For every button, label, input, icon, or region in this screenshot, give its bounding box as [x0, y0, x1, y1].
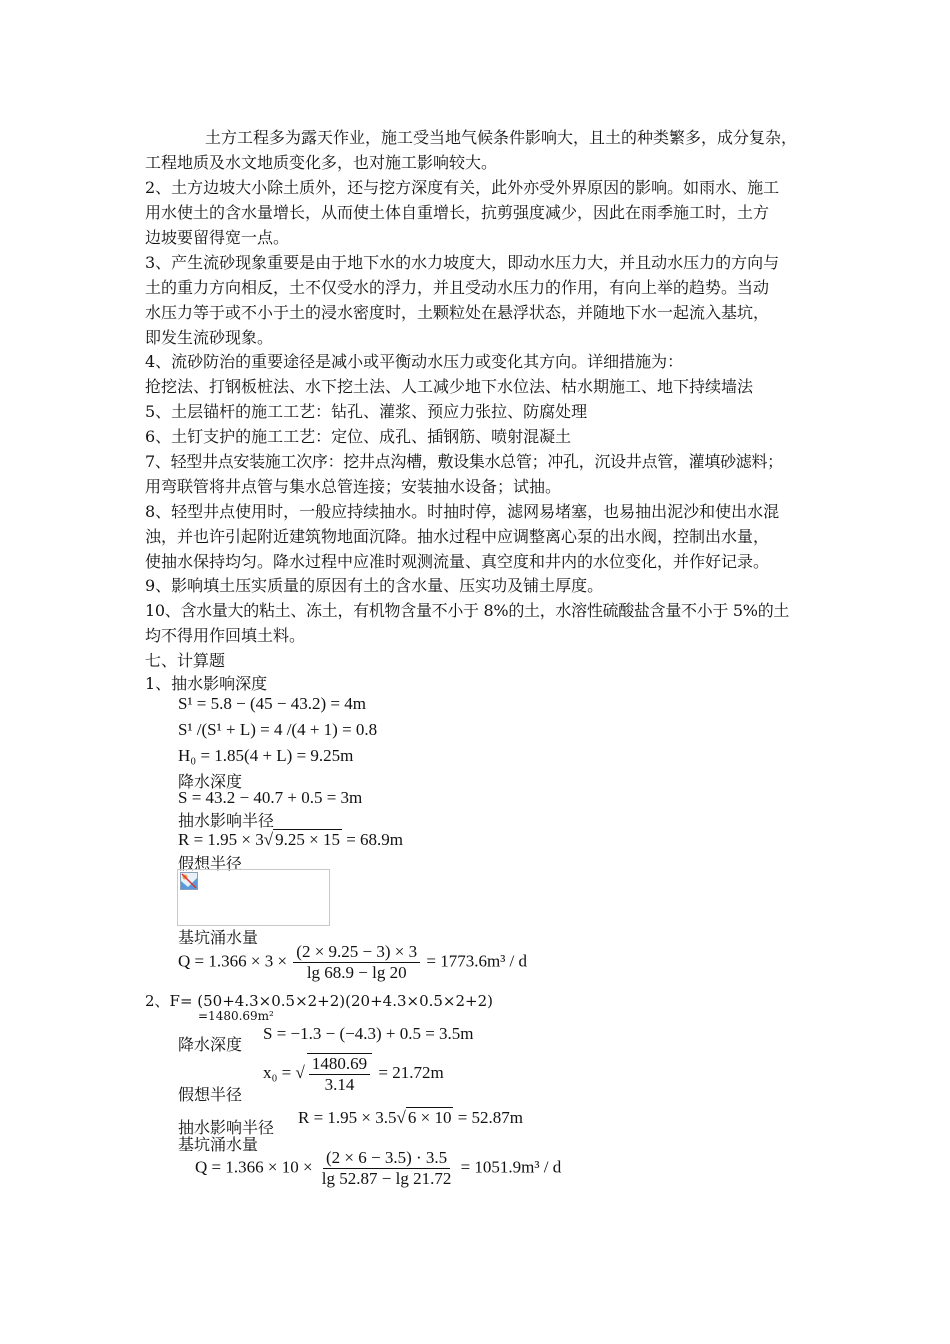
- paragraph-8-line1: 8、轻型井点使用时，一般应持续抽水。时抽时停，滤网易堵塞，也易抽出泥沙和使出水混: [145, 502, 780, 521]
- paragraph-4-line1: 4、流砂防治的重要途径是减小或平衡动水压力或变化其方向。详细措施为：: [145, 352, 684, 371]
- calc2-x0-fraction: [307, 1053, 372, 1095]
- calc2-equation-x0: [263, 1053, 444, 1095]
- sqrt-icon: √: [396, 1108, 406, 1127]
- broken-image-placeholder: [177, 869, 330, 926]
- paragraph-7-line2: 用弯联管将井点管与集水总管连接；安装抽水设备；试抽。: [145, 477, 562, 496]
- calc2-q-right: = 1051.9m³ / d: [460, 1157, 562, 1177]
- sqrt-icon: √: [295, 1062, 305, 1082]
- calc1-q-right: = 1773.6m³ / d: [426, 951, 528, 971]
- calc2-equation-s: S = −1.3 − (−4.3) + 0.5 = 3.5m: [263, 1024, 474, 1043]
- calc1-equation-s: S = 43.2 − 40.7 + 0.5 = 3m: [178, 788, 363, 807]
- calc2-label-depth: 降水深度: [178, 1035, 243, 1054]
- paragraph-intro-line2: 工程地质及水文地质变化多，也对施工影响较大。: [145, 153, 498, 172]
- calc2-x0-left: x₀ =: [263, 1062, 292, 1082]
- calc1-q-left: Q = 1.366 × 3 ×: [178, 951, 288, 971]
- paragraph-8-line2: 浊，并也许引起附近建筑物地面沉降。抽水过程中应调整离心泵的出水阀，控制出水量，: [145, 527, 770, 546]
- calc1-label-assumed-radius: 假想半径: [178, 854, 243, 873]
- calc2-r-right: = 52.87m: [457, 1108, 524, 1127]
- calc1-q-numerator: (2 × 9.25 − 3) × 3: [293, 942, 420, 963]
- calc1-equation-s1: S¹ = 5.8 − (45 − 43.2) = 4m: [178, 694, 366, 713]
- calc2-label-assumed-radius: 假想半径: [178, 1085, 243, 1104]
- calc1-label-depth: 降水深度: [178, 772, 243, 791]
- broken-image-icon: [180, 872, 198, 890]
- calc2-x0-right: = 21.72m: [378, 1062, 444, 1082]
- calc1-r-left: R = 1.95 × 3: [178, 830, 264, 849]
- paragraph-2-line3: 边坡要留得宽一点。: [145, 228, 290, 247]
- calc2-q-denominator: lg 52.87 − lg 21.72: [321, 1169, 452, 1188]
- paragraph-3-line2: 土的重力方向相反，土不仅受水的浮力，并且受动水压力的作用，有向上举的趋势。当动: [145, 278, 770, 297]
- calc2-equation-r: [298, 1108, 523, 1128]
- paragraph-10-line2: 均不得用作回填土料。: [145, 626, 306, 645]
- paragraph-8-line3: 使抽水保持均匀。降水过程中应准时观测流量、真空度和井内的水位变化，并作好记录。: [145, 552, 770, 571]
- sqrt-icon: √: [263, 830, 274, 849]
- calc2-q-left: Q = 1.366 × 10 ×: [195, 1157, 313, 1177]
- calc1-q-fraction: [293, 942, 420, 983]
- paragraph-3-line4: 即发生流砂现象。: [145, 328, 274, 347]
- paragraph-3-line1: 3、产生流砂现象重要是由于地下水的水力坡度大，即动水压力大，并且动水压力的方向与: [145, 253, 780, 272]
- paragraph-2-line2: 用水使土的含水量增长，从而使土体自重增长，抗剪强度减少，因此在雨季施工时，土方: [145, 203, 770, 222]
- calc1-q-denominator: lg 68.9 − lg 20: [306, 963, 407, 982]
- calc2-r-left: R = 1.95 × 3.5: [298, 1108, 397, 1127]
- paragraph-6: 6、土钉支护的施工工艺：定位、成孔、插钢筋、喷射混凝土: [145, 427, 572, 446]
- calc2-area-line: 2、F= (50+4.3×0.5×2+2)(20+4.3×0.5×2+2): [145, 992, 494, 1010]
- calc1-r-right: = 68.9m: [346, 830, 404, 849]
- calc2-area-result: =1480.69m²: [198, 1009, 274, 1023]
- calc2-label-radius: 抽水影响半径: [178, 1118, 275, 1137]
- paragraph-9: 9、影响填土压实质量的原因有土的含水量、压实功及铺土厚度。: [145, 576, 604, 595]
- calc1-equation-h0: H₀ = 1.85(4 + L) = 9.25m: [178, 746, 354, 765]
- calc2-label-flow: 基坑涌水量: [178, 1135, 259, 1154]
- paragraph-3-line3: 水压力等于或不小于土的浸水密度时，土颗粒处在悬浮状态，并随地下水一起流入基坑，: [145, 303, 770, 322]
- paragraph-4-line2: 抢挖法、打钢板桩法、水下挖土法、人工减少地下水位法、枯水期施工、地下持续墙法: [145, 377, 754, 396]
- paragraph-2-line1: 2、土方边坡大小除土质外，还与挖方深度有关，此外亦受外界原因的影响。如雨水、施工: [145, 178, 780, 197]
- paragraph-10-line1: 10、含水量大的粘土、冻土，有机物含量不小于 8%的土，水溶性硫酸盐含量不小于 5%的土: [145, 601, 790, 620]
- calc1-heading: 1、抽水影响深度: [145, 674, 268, 693]
- section-title-calculation: 七、计算题: [145, 651, 226, 670]
- calc2-q-fraction: [319, 1148, 455, 1189]
- calc1-equation-ratio: S¹ /(S¹ + L) = 4 /(4 + 1) = 0.8: [178, 720, 378, 739]
- calc1-label-flow: 基坑涌水量: [178, 928, 259, 947]
- calc2-equation-q: [195, 1148, 561, 1189]
- calc2-x0-denominator: 3.14: [324, 1075, 355, 1094]
- calc1-label-radius: 抽水影响半径: [178, 811, 275, 830]
- calc2-q-numerator: (2 × 6 − 3.5) · 3.5: [323, 1148, 450, 1169]
- calc1-equation-q: [178, 942, 527, 983]
- paragraph-7-line1: 7、轻型井点安装施工次序：挖井点沟槽，敷设集水总管；冲孔，沉设井点管，灌填砂滤料；: [145, 452, 783, 471]
- calc1-r-root: 9.25 × 15: [275, 830, 340, 849]
- calc2-x0-numerator: 1480.69: [309, 1054, 370, 1075]
- calc1-equation-r: [178, 830, 403, 850]
- calc2-r-root: 6 × 10: [407, 1108, 452, 1127]
- paragraph-5: 5、土层锚杆的施工工艺：钻孔、灌浆、预应力张拉、防腐处理: [145, 402, 588, 421]
- paragraph-intro-line1: 土方工程多为露天作业，施工受当地气候条件影响大，且土的种类繁多，成分复杂，: [205, 128, 798, 147]
